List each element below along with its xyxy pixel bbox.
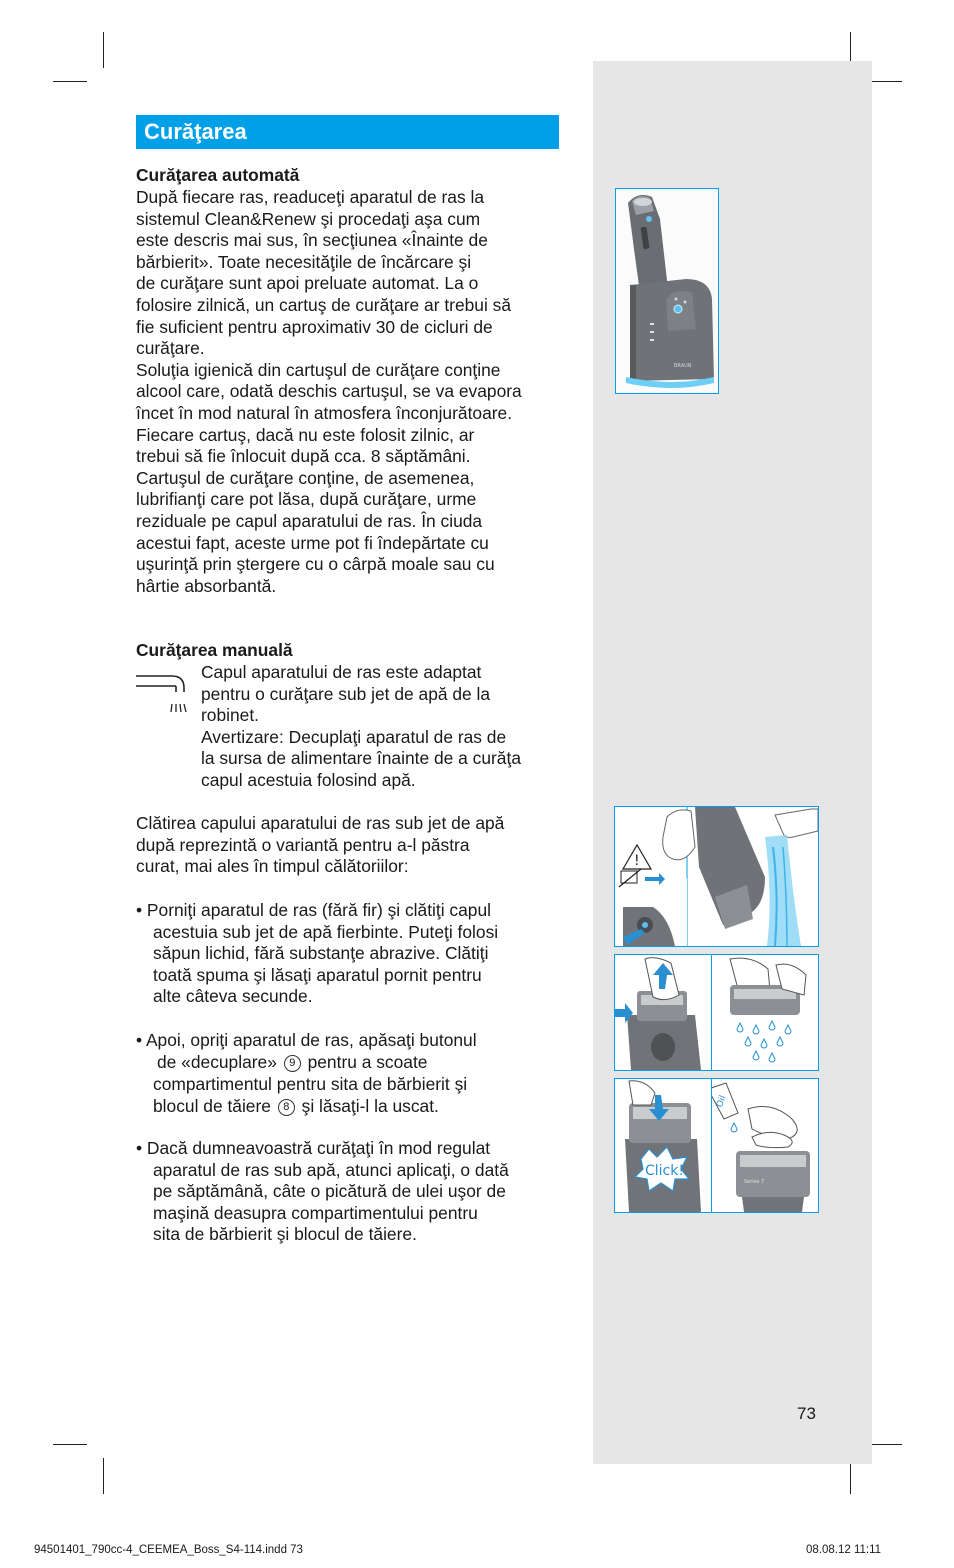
click-label: Click! (645, 1163, 684, 1179)
text-line: reziduale pe capul aparatului de ras. În ciuda (136, 511, 483, 531)
text-line: Avertizare: Decuplaţi aparatul de ras de (201, 726, 507, 747)
text-line: După fiecare ras, readuceţi aparatul de ras la (136, 187, 485, 207)
text-line: Capul aparatului de ras este adaptat (201, 662, 482, 682)
text-line: trebui să fie înlocuit după cca. 8 săptămâni. (136, 446, 471, 467)
tap-water-icon (136, 672, 192, 718)
figure-oil-drop (711, 1078, 819, 1213)
brand-logo: BRAUN (674, 363, 692, 369)
cleaning-station-illustration (616, 189, 718, 393)
text-line: curăţare. (136, 338, 205, 359)
section-header (136, 115, 559, 149)
text-line: maşină deasupra compartimentului pentru (153, 1202, 478, 1223)
dry-head-illustration (712, 955, 818, 1070)
bullet-text: blocul de tăiere (153, 1096, 271, 1116)
text-line: curat, mai ales în timpul călătoriilor: (136, 856, 409, 877)
bullet-text: şi lăsaţi-l la uscat. (301, 1096, 439, 1116)
footer-date-time: 08.08.12 11:11 (806, 1544, 882, 1556)
warning-mark: ! (634, 853, 640, 869)
reference-number-9: 9 (284, 1055, 301, 1072)
oil-illustration (712, 1079, 818, 1212)
bullet-line (153, 1096, 439, 1118)
text-line: Cartuşul de curăţare conţine, de asemenea, (136, 467, 475, 488)
text-line: fie suficient pentru aproximativ 30 de cicluri de (136, 316, 493, 337)
text-line: Soluţia igienică din cartuşul de curăţare conţine (136, 359, 501, 380)
manual-cleaning-heading: Curăţarea manuală (136, 640, 293, 660)
text-line: uşurinţă prin ştergere cu o cârpă moale sau cu (136, 554, 495, 575)
crop-mark (53, 1444, 87, 1445)
bullet-line: • Apoi, opriţi aparatul de ras, apăsaţi butonul (136, 1030, 477, 1050)
crop-mark (103, 1458, 104, 1494)
figure-rinse-under-tap (614, 806, 819, 947)
text-line: alcool care, odată deschis cartuşul, se va evapora (136, 381, 522, 402)
bullet-line (157, 1052, 427, 1074)
text-line: este descris mai sus, în secţiunea «Înainte de (136, 230, 488, 251)
text-line: lubrifianţi care pot lăsa, după curăţare, urme (136, 489, 477, 510)
figure-remove-head (614, 954, 712, 1071)
oil-label: Oil (714, 1094, 729, 1110)
text-line: robinet. (201, 705, 260, 726)
text-line: încet în mod natural în atmosfera înconjurătoare. (136, 403, 513, 423)
text-line: pe săptămână, câte o picătură de ulei uşor de (153, 1181, 506, 1202)
text-line: pentru o curăţare sub jet de apă de la (201, 683, 491, 704)
text-line: aparatul de ras sub apă, atunci aplicaţi, o dată (153, 1159, 509, 1180)
text-line: toată spuma şi lăsaţi aparatul pornit pentru (153, 964, 482, 985)
reference-number-8: 8 (278, 1099, 295, 1116)
text-line: capul acestuia folosind apă. (201, 770, 416, 790)
rinse-illustration (615, 807, 818, 946)
text-line: acestui fapt, aceste urme pot fi îndepărtate cu (136, 532, 489, 553)
bullet-line: compartimentul pentru sita de bărbierit şi (153, 1074, 468, 1094)
remove-head-illustration (615, 955, 711, 1070)
text-line: Fiecare cartuş, dacă nu este folosit zilnic, ar (136, 424, 475, 445)
text-line: sita de bărbierit şi blocul de tăiere. (153, 1224, 417, 1245)
series-label: Series 7 (744, 1179, 765, 1185)
text-line: folosire zilnică, un cartuş de curăţare ar trebui să (136, 295, 512, 315)
section-title: Curăţarea (144, 119, 247, 144)
text-line: hârtie absorbantă. (136, 575, 277, 596)
bullet-text: pentru a scoate (307, 1052, 428, 1072)
text-line: Clătirea capului aparatului de ras sub jet de apă (136, 813, 505, 833)
figure-clean-renew-station (615, 188, 719, 394)
page-number: 73 (797, 1404, 816, 1423)
text-line: de curăţare sunt apoi preluate automat. La o (136, 273, 479, 294)
footer-file-info: 94501401_790cc-4_CEEMEA_Boss_S4-114.indd 73 (34, 1544, 303, 1556)
text-line: la sursa de alimentare înainte de a curăţa (201, 748, 521, 769)
auto-cleaning-heading: Curăţarea automată (136, 165, 300, 185)
bullet-text: de «decuplare» (157, 1052, 277, 1072)
text-line: • Dacă dumneavoastră curăţaţi în mod regulat (136, 1138, 491, 1158)
text-line: • Porniţi aparatul de ras (fără fir) şi clătiţi capul (136, 900, 492, 920)
figure-reattach-click (614, 1078, 712, 1213)
text-line: sistemul Clean&Renew şi procedaţi aşa cum (136, 208, 481, 229)
text-line: acestuia sub jet de apă fierbinte. Puteţi folosi (153, 921, 499, 942)
text-line: săpun lichid, fără substanţe abrazive. Clătiţi (153, 943, 489, 964)
crop-mark (103, 32, 104, 68)
text-line: după reprezintă o variantă pentru a-l păstra (136, 834, 470, 855)
figure-dry-head (711, 954, 819, 1071)
crop-mark (53, 81, 87, 82)
reattach-illustration (615, 1079, 711, 1212)
text-line: alte câteva secunde. (153, 986, 313, 1007)
text-line: bărbierit». Toate necesităţile de încărcare şi (136, 251, 472, 272)
